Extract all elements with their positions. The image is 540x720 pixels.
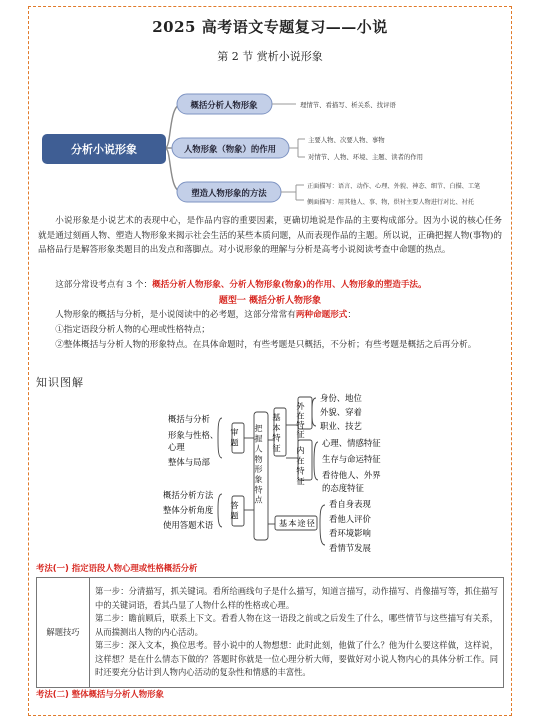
step-one: 第一步：分清描写，抓关键词。看所给画线句子是什么描写，知道言描写，动作描写、肖像描写等，抓住描写中的关键词语，看其凸显了人物什么样的性格或心理。 — [95, 585, 498, 610]
answer-label: 答题 — [230, 501, 240, 522]
internal-item-2: 生存与命运特征 — [322, 454, 381, 464]
page-title: 2025 高考语文专题复习——小说 — [152, 18, 388, 36]
internal-item-1: 心理、情感特征 — [322, 438, 381, 448]
review-item-1: 概括与分析 — [168, 414, 210, 424]
basic-features-label: 基本特征 — [272, 413, 282, 454]
knowledge-center: 把握人物形象特点 — [254, 424, 264, 506]
question-forms-line: 人物形象的概括与分析，是小说阅读中的必考题，这部分常常有两种命题形式： — [55, 310, 357, 320]
path-item-2: 看他人评价 — [329, 514, 371, 524]
answer-item-1: 概括分析方法 — [163, 490, 214, 500]
review-label: 审题 — [230, 428, 240, 449]
mindmap-leaf-3-2: 侧面描写：用其他人、事、物，烘衬主要人物进行对比、衬托 — [307, 199, 475, 206]
internal-features-label: 内在特征 — [296, 446, 306, 487]
internal-item-3a: 看待他人、外界 — [322, 470, 381, 480]
external-item-3: 职业、技艺 — [320, 421, 362, 431]
mindmap-leaf-2-2: 对情节、人物、环境、主题、读者的作用 — [308, 153, 424, 161]
answer-item-3: 使用答题术语 — [163, 520, 214, 530]
solving-techniques-table — [36, 577, 504, 688]
type-one-heading: 题型一 概括分析人物形象 — [218, 296, 322, 306]
exam-points-highlight: 概括分析人物形象、分析人物形象(物象)的作用、人物形象的塑造手法。 — [152, 280, 427, 290]
external-item-2: 外貌、穿着 — [320, 407, 362, 417]
path-item-3: 看环境影响 — [329, 528, 371, 538]
mindmap-leaf-2-1: 主要人物、次要人物、事物 — [308, 136, 385, 144]
review-item-2b: 心理 — [168, 442, 185, 452]
external-features-label: 外在特征 — [296, 402, 306, 439]
form-two-line: ②整体概括与分析人物的形象特点。在具体命题时，有些考题是只概括，不分析；有些考题是概括之后再分析。 — [55, 340, 477, 350]
answer-item-2: 整体分析角度 — [163, 505, 214, 515]
solving-steps — [90, 578, 504, 688]
mindmap-leaf-1-1: 理情节、看描写、析关系、找评语 — [300, 101, 396, 109]
form-one-line: ①指定语段分析人物的心理或性格特点； — [55, 325, 210, 335]
mindmap-branch-3-text: 塑造人物形象的方法 — [191, 188, 267, 198]
mindmap-leaf-3-1: 正面描写：语言、动作、心理、外貌、神态、细节、白描、工笔 — [307, 183, 481, 190]
intro-paragraph: 小说形象是小说艺术的表现中心，是作品内容的重要因素，更确切地说是作品的主要构成部分。因为小说的核心任务就是通过刻画人物、塑造人物形象来揭示社会生活的某些本质问题，从而表现作品的主题。所以说，正确把握人物(事物)的品格品行是解答形象类题目的出发点和落脚点。对小说形象的理解与分析是高考小说阅读考查中命题的热点。 — [38, 216, 502, 255]
path-item-1: 看自身表现 — [329, 499, 371, 509]
section-subtitle: 第 2 节 赏析小说形象 — [217, 50, 323, 63]
review-item-3: 整体与局部 — [168, 457, 210, 467]
internal-item-3b: 的态度特征 — [322, 483, 364, 493]
external-item-1: 身份、地位 — [320, 393, 362, 403]
mindmap-root-text: 分析小说形象 — [71, 143, 137, 156]
path-item-4: 看情节发展 — [329, 543, 371, 553]
mindmap-branch-1-text: 概括分析人物形象 — [190, 100, 258, 110]
exam-points-line: 这部分常设考点有 3 个：概括分析人物形象、分析人物形象(物象)的作用、人物形象的塑造手法。 — [55, 280, 427, 290]
basic-paths-label: 基本途径 — [279, 518, 316, 528]
exam-method-one-tag: 考法(一) 指定语段人物心理或性格概括分析 — [36, 563, 198, 573]
step-two: 第二步：瞻前顾后，联系上下文。看看人物在这一语段之前或之后发生了什么，哪些情节与这些描写有关系，从而揣测出人物的内心活动。 — [95, 613, 498, 637]
mindmap-branch-2-text: 人物形象（物象）的作用 — [183, 144, 277, 154]
solving-techniques-label: 解题技巧 — [37, 578, 90, 688]
knowledge-diagram-title: 知识图解 — [36, 376, 84, 389]
step-three: 第三步：深入文本，换位思考。替小说中的人物想想：此时此刻，他做了什么？他为什么要这样做，这样说，这样想？是在什么情态下做的？答题时你就是一位心理分析大师，要做好对小说人物内心的具体分析工作。同时还要充分估计到人物内心活动的复杂性和情感的丰富性。 — [95, 640, 498, 678]
review-item-2: 形象与性格、 — [168, 430, 219, 440]
exam-method-two-tag: 考法(二) 整体概括与分析人物形象 — [36, 689, 164, 699]
